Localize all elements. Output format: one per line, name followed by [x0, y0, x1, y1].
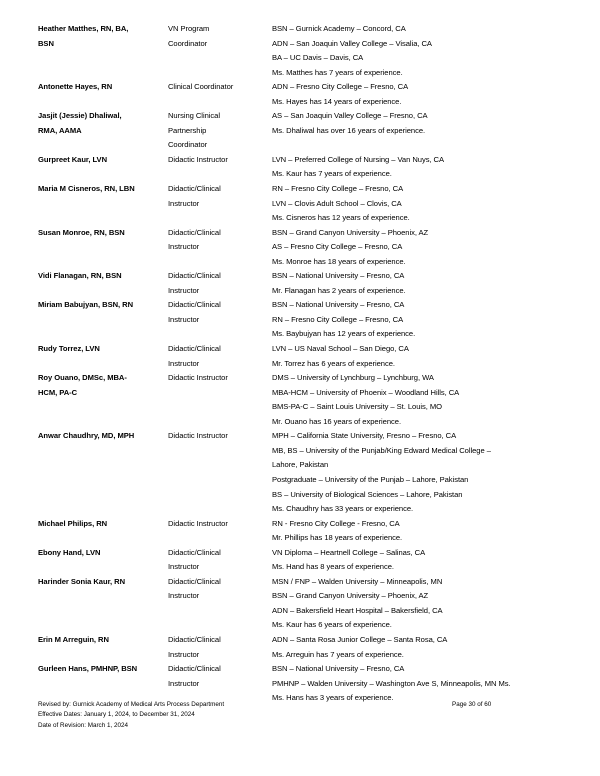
faculty-name-cell: [38, 517, 168, 546]
faculty-credentials-cell-line: BSN – National University – Fresno, CA: [272, 664, 405, 674]
faculty-name-cell: [38, 269, 168, 298]
faculty-title-cell-line: Instructor: [168, 285, 200, 295]
faculty-title-cell: [168, 226, 272, 270]
faculty-title-cell: [168, 546, 272, 575]
faculty-title-cell-line: Didactic/Clinical: [168, 227, 221, 237]
faculty-credentials-cell-line: MSN / FNP – Walden University – Minneapolis, MN: [272, 576, 443, 586]
faculty-credentials-cell-line: Mr. Phillips has 18 years of experience.: [272, 533, 403, 543]
faculty-credentials-cell: [272, 269, 578, 298]
footer-line-1: [38, 700, 578, 710]
faculty-name-cell-line: Rudy Torrez, LVN: [38, 344, 100, 354]
faculty-title-cell-line: Didactic Instructor: [168, 431, 228, 441]
faculty-title-cell-line: Didactic Instructor: [168, 154, 228, 164]
faculty-credentials-cell-line: AS – Fresno City College – Fresno, CA: [272, 242, 403, 252]
faculty-title-cell-line: Didactic/Clinical: [168, 547, 221, 557]
faculty-credentials-cell-line: BSN – Grand Canyon University – Phoenix, AZ: [272, 591, 429, 601]
faculty-title-cell: [168, 269, 272, 298]
faculty-credentials-cell-line: Ms. Hayes has 14 years of experience.: [272, 96, 402, 106]
faculty-title-cell-line: Instructor: [168, 678, 200, 688]
table-row: [38, 182, 578, 226]
faculty-name-cell-line: Maria M Cisneros, RN, LBN: [38, 184, 135, 194]
faculty-credentials-cell-line: Ms. Matthes has 7 years of experience.: [272, 67, 403, 77]
table-row: [38, 342, 578, 371]
table-row: [38, 429, 578, 516]
faculty-name-cell-line: BSN: [38, 38, 54, 48]
faculty-title-cell: [168, 22, 272, 80]
faculty-credentials-cell-line: RN – Fresno City College – Fresno, CA: [272, 184, 404, 194]
faculty-title-cell-line: VN Program: [168, 24, 210, 33]
faculty-title-cell-line: Instructor: [168, 649, 200, 659]
faculty-credentials-cell-line: Ms. Hand has 8 years of experience.: [272, 562, 394, 572]
faculty-title-cell-line: Instructor: [168, 314, 200, 324]
faculty-credentials-cell-line: Ms. Baybujyan has 12 years of experience.: [272, 329, 416, 339]
faculty-credentials-cell-line: Ms. Kaur has 6 years of experience.: [272, 620, 392, 630]
faculty-name-cell-line: Susan Monroe, RN, BSN: [38, 227, 125, 237]
page-footer: [38, 700, 578, 731]
faculty-credentials-cell-line: BSN – National University – Fresno, CA: [272, 271, 405, 281]
faculty-title-cell: [168, 80, 272, 109]
faculty-name-cell-line: Gurleen Hans, PMHNP, BSN: [38, 664, 138, 674]
faculty-credentials-cell-line: ADN – Fresno City College – Fresno, CA: [272, 82, 409, 92]
faculty-name-cell: [38, 109, 168, 153]
faculty-title-cell-line: Coordinator: [168, 38, 208, 48]
faculty-credentials-cell-line: DMS – University of Lynchburg – Lynchburg, WA: [272, 373, 434, 383]
faculty-title-cell-line: Didactic/Clinical: [168, 271, 221, 281]
faculty-title-cell-line: Coordinator: [168, 140, 208, 150]
table-row: [38, 633, 578, 662]
faculty-title-cell: [168, 633, 272, 662]
faculty-credentials-cell-line: RN - Fresno City College - Fresno, CA: [272, 518, 400, 528]
faculty-title-cell-line: Nursing Clinical: [168, 111, 220, 121]
faculty-credentials-cell-line: ADN – San Joaquin Valley College – Visalia, CA: [272, 38, 432, 48]
faculty-title-cell: [168, 575, 272, 633]
faculty-title-cell-line: Instructor: [168, 198, 200, 208]
faculty-roster-table: [38, 22, 578, 706]
faculty-credentials-cell-line: Mr. Ouano has 16 years of experience.: [272, 416, 402, 426]
faculty-name-cell: [38, 226, 168, 270]
faculty-name-cell-line: Erin M Arreguin, RN: [38, 634, 109, 644]
faculty-credentials-cell: [272, 109, 578, 153]
faculty-name-cell: [38, 153, 168, 182]
faculty-credentials-cell-line: MPH – California State University, Fresno – Fresno, CA: [272, 431, 457, 441]
faculty-name-cell-line: Michael Philips, RN: [38, 518, 108, 528]
faculty-credentials-cell: [272, 575, 578, 633]
faculty-name-cell-line: Anwar Chaudhry, MD, MPH: [38, 431, 135, 441]
faculty-title-cell-line: Instructor: [168, 562, 200, 572]
faculty-credentials-cell-line: Ms. Monroe has 18 years of experience.: [272, 256, 406, 266]
table-row: [38, 575, 578, 633]
faculty-title-cell-line: Didactic/Clinical: [168, 576, 221, 586]
table-row: [38, 517, 578, 546]
faculty-credentials-cell-line: BMS-PA-C – Saint Louis University – St. Louis, MO: [272, 402, 443, 412]
faculty-name-cell: [38, 546, 168, 575]
faculty-credentials-cell-line: Ms. Chaudhry has 33 years or experience.: [272, 504, 414, 514]
table-row: [38, 109, 578, 153]
faculty-title-cell: [168, 109, 272, 153]
faculty-name-cell: [38, 575, 168, 633]
faculty-title-cell: [168, 429, 272, 516]
faculty-name-cell-line: Jasjit (Jessie) Dhaliwal,: [38, 111, 122, 121]
faculty-credentials-cell: [272, 546, 578, 575]
faculty-credentials-cell: [272, 298, 578, 342]
faculty-credentials-cell-line: Lahore, Pakistan: [272, 460, 329, 470]
faculty-credentials-cell: [272, 153, 578, 182]
faculty-credentials-cell-line: Mr. Torrez has 6 years of experience.: [272, 358, 395, 368]
faculty-name-cell-line: Roy Ouano, DMSc, MBA-: [38, 373, 127, 383]
faculty-title-cell: [168, 342, 272, 371]
faculty-credentials-cell-line: Ms. Dhaliwal has over 16 years of experience.: [272, 125, 426, 135]
faculty-name-cell: [38, 371, 168, 429]
faculty-credentials-cell-line: Postgraduate – University of the Punjab – Lahore, Pakistan: [272, 474, 469, 484]
faculty-title-cell-line: Didactic Instructor: [168, 373, 228, 383]
faculty-name-cell-line: Harinder Sonia Kaur, RN: [38, 576, 126, 586]
faculty-title-cell: [168, 517, 272, 546]
faculty-name-cell: [38, 429, 168, 516]
faculty-title-cell-line: Clinical Coordinator: [168, 82, 234, 92]
faculty-credentials-cell-line: AS – San Joaquin Valley College – Fresno, CA: [272, 111, 428, 121]
faculty-name-cell-line: HCM, PA-C: [38, 387, 78, 397]
faculty-title-cell: [168, 371, 272, 429]
faculty-title-cell-line: Partnership: [168, 125, 207, 135]
faculty-credentials-cell-line: LVN – Clovis Adult School – Clovis, CA: [272, 198, 402, 208]
faculty-credentials-cell: [272, 22, 578, 80]
faculty-credentials-cell-line: LVN – Preferred College of Nursing – Van Nuys, CA: [272, 154, 445, 164]
faculty-name-cell-line: Ebony Hand, LVN: [38, 547, 101, 557]
faculty-title-cell: [168, 298, 272, 342]
footer-line-3: Date of Revision: March 1, 2024: [38, 721, 128, 729]
faculty-credentials-cell-line: VN Diploma – Heartnell College – Salinas, CA: [272, 547, 426, 557]
table-row: [38, 269, 578, 298]
faculty-name-cell-line: RMA, AAMA: [38, 125, 82, 135]
faculty-title-cell-line: Didactic/Clinical: [168, 634, 221, 644]
faculty-credentials-cell-line: BSN – National University – Fresno, CA: [272, 300, 405, 310]
faculty-credentials-cell-line: BS – University of Biological Sciences – Lahore, Pakistan: [272, 489, 463, 499]
faculty-title-cell-line: Instructor: [168, 242, 200, 252]
table-row: [38, 371, 578, 429]
faculty-credentials-cell-line: ADN – Santa Rosa Junior College – Santa Rosa, CA: [272, 634, 448, 644]
faculty-credentials-cell: [272, 633, 578, 662]
footer-revised-by: Revised by: Gurnick Academy of Medical Arts Process Department: [38, 701, 225, 708]
faculty-credentials-cell-line: Mr. Flanagan has 2 years of experience.: [272, 285, 406, 295]
faculty-title-cell-line: Didactic/Clinical: [168, 184, 221, 194]
table-row: [38, 80, 578, 109]
faculty-credentials-cell-line: BA – UC Davis – Davis, CA: [272, 53, 364, 63]
faculty-credentials-cell: [272, 371, 578, 429]
faculty-credentials-cell: [272, 80, 578, 109]
faculty-credentials-cell: [272, 429, 578, 516]
faculty-roster-body: [38, 22, 578, 706]
faculty-name-cell-line: Gurpreet Kaur, LVN: [38, 154, 108, 164]
faculty-name-cell-line: Vidi Flanagan, RN, BSN: [38, 271, 122, 281]
faculty-title-cell-line: Didactic/Clinical: [168, 344, 221, 354]
faculty-title-cell-line: Didactic/Clinical: [168, 664, 221, 674]
faculty-title-cell: [168, 153, 272, 182]
faculty-name-cell: [38, 182, 168, 226]
faculty-title-cell-line: Didactic/Clinical: [168, 300, 221, 310]
table-row: [38, 153, 578, 182]
faculty-credentials-cell-line: LVN – US Naval School – San Diego, CA: [272, 344, 409, 354]
faculty-credentials-cell-line: MBA-HCM – University of Phoenix – Woodland Hills, CA: [272, 387, 460, 397]
faculty-title-cell-line: Instructor: [168, 358, 200, 368]
faculty-name-cell-line: Heather Matthes, RN, BA,: [38, 24, 129, 33]
faculty-name-cell: [38, 342, 168, 371]
footer-line-2: Effective Dates: January 1, 2024, to December 31, 2024: [38, 711, 195, 719]
faculty-credentials-cell-line: Ms. Cisneros has 12 years of experience.: [272, 213, 410, 223]
faculty-name-cell: [38, 298, 168, 342]
faculty-name-cell-line: Miriam Babujyan, BSN, RN: [38, 300, 134, 310]
page-number: Page 30 of 60: [452, 701, 492, 708]
faculty-name-cell: [38, 22, 168, 80]
faculty-credentials-cell: [272, 226, 578, 270]
faculty-title-cell: [168, 182, 272, 226]
faculty-credentials-cell-line: PMHNP – Walden University – Washington Ave S, Minneapolis, MN Ms.: [272, 678, 511, 688]
faculty-title-cell-line: Instructor: [168, 591, 200, 601]
faculty-credentials-cell: [272, 182, 578, 226]
faculty-credentials-cell-line: MB, BS – University of the Punjab/King Edward Medical College –: [272, 445, 491, 455]
table-row: [38, 22, 578, 80]
faculty-name-cell-line: Antonette Hayes, RN: [38, 82, 113, 92]
table-row: [38, 546, 578, 575]
faculty-credentials-cell-line: Ms. Hans has 3 years of experience.: [272, 693, 394, 703]
faculty-credentials-cell-line: Ms. Arreguin has 7 years of experience.: [272, 649, 404, 659]
faculty-name-cell: [38, 633, 168, 662]
faculty-title-cell-line: Didactic Instructor: [168, 518, 228, 528]
faculty-credentials-cell-line: RN – Fresno City College – Fresno, CA: [272, 314, 404, 324]
faculty-credentials-cell-line: BSN – Grand Canyon University – Phoenix, AZ: [272, 227, 429, 237]
faculty-credentials-cell: [272, 342, 578, 371]
faculty-name-cell: [38, 80, 168, 109]
table-row: [38, 226, 578, 270]
faculty-credentials-cell: [272, 517, 578, 546]
faculty-credentials-cell-line: ADN – Bakersfield Heart Hospital – Bakersfield, CA: [272, 605, 443, 615]
table-row: [38, 298, 578, 342]
faculty-credentials-cell-line: BSN – Gurnick Academy – Concord, CA: [272, 24, 406, 33]
faculty-credentials-cell-line: Ms. Kaur has 7 years of experience.: [272, 169, 392, 179]
